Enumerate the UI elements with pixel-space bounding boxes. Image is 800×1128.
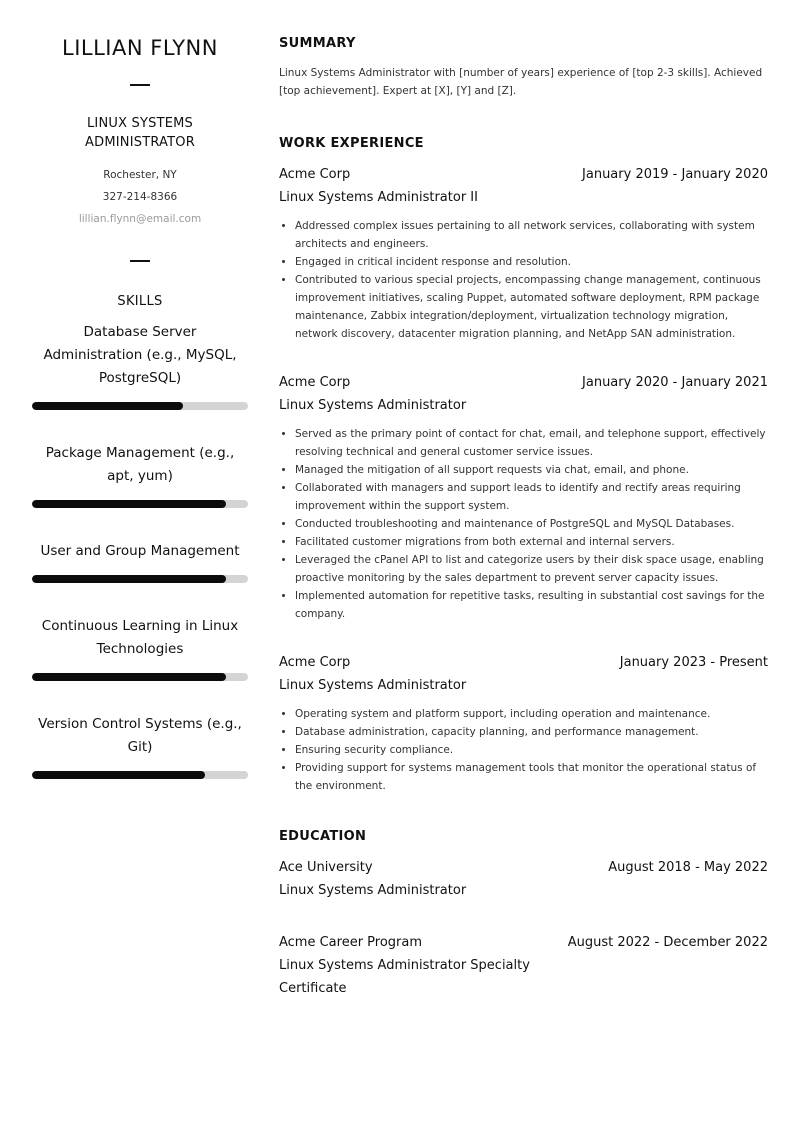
education-entry: [279, 857, 768, 902]
work-experience-heading: WORK EXPERIENCE: [279, 136, 424, 151]
company-name: Acme Corp: [279, 655, 351, 670]
skill-item: [32, 540, 248, 583]
job-bullet: • Conducted troubleshooting and maintenance of PostgreSQL and MySQL Databases.: [295, 515, 768, 533]
job-bullets: [279, 217, 768, 343]
job-bullet: • Providing support for systems management tools that monitor the operational status of the environment.: [295, 759, 768, 795]
skill-level-bar: [32, 575, 248, 583]
job-role: Linux Systems Administrator II: [279, 190, 478, 205]
education-heading: EDUCATION: [279, 829, 367, 844]
degree-name: Linux Systems Administrator: [279, 883, 467, 898]
education-dates: August 2022 - December 2022: [567, 935, 768, 950]
skill-name: Database Server Administration (e.g., MySQL, PostgreSQL): [43, 324, 237, 386]
job-bullet: • Managed the mitigation of all support requests via chat, email, and phone.: [295, 461, 768, 479]
skill-level-fill: [32, 402, 183, 410]
school-name: Acme Career Program: [279, 935, 423, 950]
skill-level-fill: [32, 673, 226, 681]
job-dates: January 2019 - January 2020: [582, 167, 768, 182]
divider: [130, 260, 150, 262]
job-entry: [279, 652, 768, 795]
skill-name: Package Management (e.g., apt, yum): [45, 445, 235, 484]
skill-item: [32, 321, 248, 410]
location: Rochester, NY: [103, 169, 177, 181]
skill-item: [32, 713, 248, 779]
company-name: Acme Corp: [279, 167, 351, 182]
skill-level-bar: [32, 673, 248, 681]
candidate-name: LILLIAN FLYNN: [62, 36, 218, 60]
main-content: [279, 34, 768, 1000]
job-bullet: • Leveraged the cPanel API to list and categorize users by their disk space usage, enabling proactive monitoring by the sales department to prevent server capacity issues.: [295, 551, 768, 587]
job-bullet: • Collaborated with managers and support leads to identify and rectify areas requiring improvement within the support system.: [295, 479, 768, 515]
job-bullet: • Ensuring security compliance.: [295, 741, 768, 759]
job-title: LINUX SYSTEMS ADMINISTRATOR: [85, 116, 195, 150]
job-bullets: [279, 705, 768, 795]
skill-level-bar: [32, 771, 248, 779]
job-bullets: [279, 425, 768, 623]
phone: 327-214-8366: [102, 191, 178, 203]
skill-level-fill: [32, 500, 226, 508]
skill-level-bar: [32, 500, 248, 508]
skill-level-fill: [32, 771, 205, 779]
skill-item: [32, 615, 248, 681]
job-bullet: • Database administration, capacity planning, and performance management.: [295, 723, 768, 741]
skill-name: User and Group Management: [40, 543, 240, 559]
skill-level-fill: [32, 575, 226, 583]
job-bullet: • Operating system and platform support, including operation and maintenance.: [295, 705, 768, 723]
skill-name: Version Control Systems (e.g., Git): [38, 716, 242, 755]
skill-level-bar: [32, 402, 248, 410]
education-entry: [279, 932, 768, 1000]
job-bullet: • Facilitated customer migrations from both external and internal servers.: [295, 533, 768, 551]
job-bullet: • Addressed complex issues pertaining to all network services, collaborating with system architects and engineers.: [295, 217, 768, 253]
job-bullet: • Served as the primary point of contact for chat, email, and telephone support, effectively resolving technical and general customer service issues.: [295, 425, 768, 461]
skill-item: [32, 442, 248, 508]
job-entry: [279, 164, 768, 343]
divider: [130, 84, 150, 86]
job-dates: January 2023 - Present: [619, 655, 768, 670]
email-link[interactable]: lillian.flynn@email.com: [78, 213, 202, 225]
company-name: Acme Corp: [279, 375, 351, 390]
summary-heading: SUMMARY: [279, 36, 356, 51]
job-bullet: • Implemented automation for repetitive tasks, resulting in substantial cost savings for the company.: [295, 587, 768, 623]
job-bullet: • Engaged in critical incident response and resolution.: [295, 253, 768, 271]
job-bullet: • Contributed to various special projects, encompassing change management, continuous improvement initiatives, scaling Puppet, automated software deployment, RPM package maintenance, Zabbix integration/deployment, virtualization technology migration, network discovery, datacenter migration planning, and NetApp SAN administration.: [295, 271, 768, 343]
school-name: Ace University: [279, 860, 373, 875]
job-dates: January 2020 - January 2021: [582, 375, 768, 390]
job-role: Linux Systems Administrator: [279, 398, 467, 413]
education-dates: August 2018 - May 2022: [608, 860, 768, 875]
skills-heading: SKILLS: [117, 294, 163, 309]
left-sidebar: [32, 34, 248, 779]
job-role: Linux Systems Administrator: [279, 678, 467, 693]
skill-name: Continuous Learning in Linux Technologies: [41, 618, 239, 657]
summary-text: Linux Systems Administrator with [number of years] experience of [top 2-3 skills]. Achieved [top achievement]. Expert at [X], [Y] and [Z].: [279, 67, 763, 97]
degree-name: Linux Systems Administrator Specialty Certificate: [279, 958, 530, 996]
job-entry: [279, 372, 768, 623]
